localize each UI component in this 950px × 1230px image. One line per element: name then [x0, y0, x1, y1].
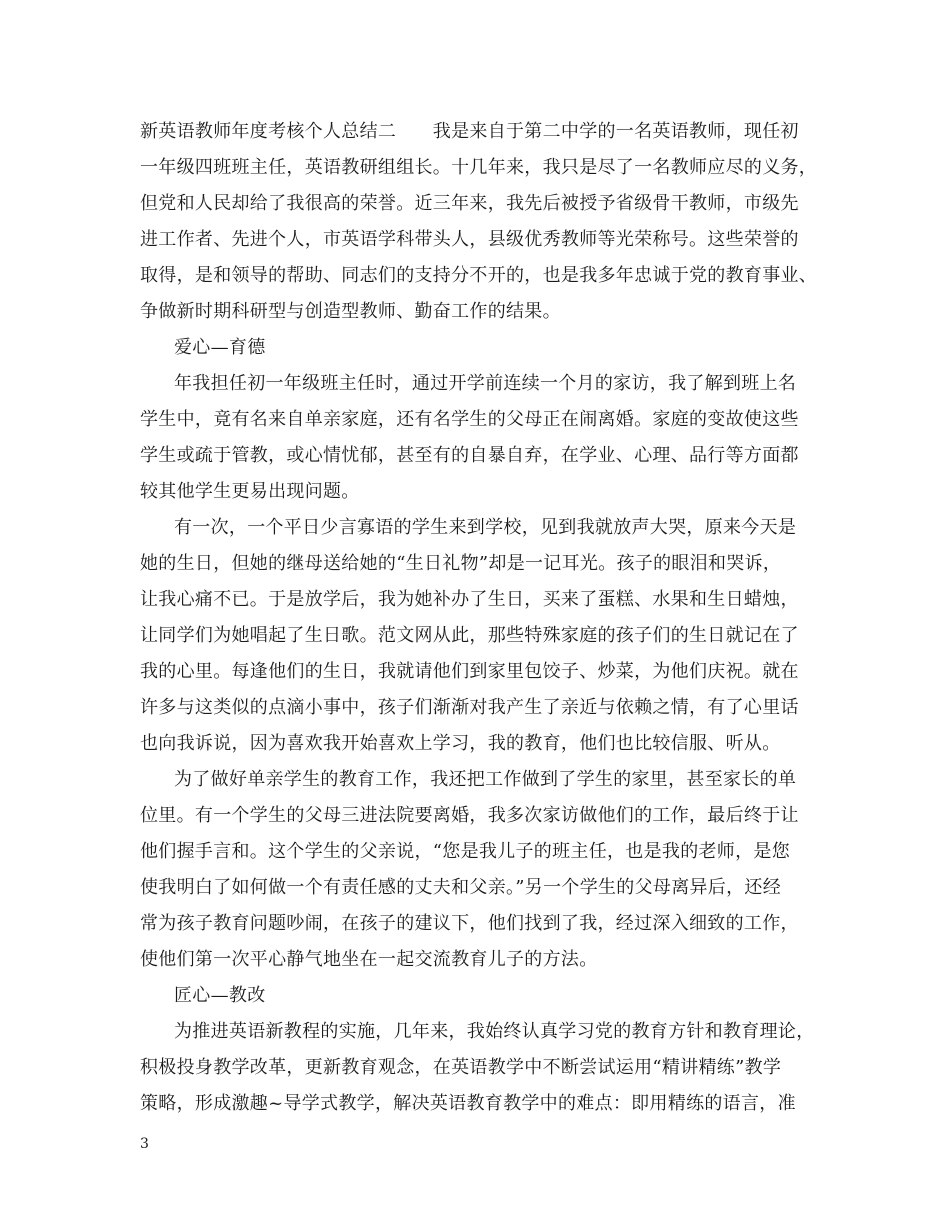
text-line: 让同学们为她唱起了生日歌。范文网从此，那些特殊家庭的孩子们的生日就记在了 — [140, 625, 799, 646]
text-line: 但党和人民却给了我很高的荣誉。近三年来，我先后被授予省级骨干教师，市级先 — [140, 193, 799, 214]
text-line: 他们握手言和。这个学生的父亲说，“您是我儿子的班主任，也是我的老师，是您 — [140, 841, 790, 862]
text-line: 较其他学生更易出现问题。 — [140, 481, 360, 502]
text-line: 学生或疏于管教，或心情忧郁，甚至有的自暴自弃，在学业、心理、品行等方面都 — [140, 445, 799, 466]
text-line: 使他们第一次平心静气地坐在一起交流教育儿子的方法。 — [140, 949, 598, 970]
text-line: 匠心—教改 — [174, 985, 266, 1006]
text-line: 我的心里。每逢他们的生日，我就请他们到家里包饺子、炒菜，为他们庆祝。就在 — [140, 661, 799, 682]
text-line: 她的生日，但她的继母送给她的“生日礼物”却是一记耳光。孩子的眼泪和哭诉， — [140, 553, 782, 574]
text-line: 有一次，一个平日少言寡语的学生来到学校，见到我就放声大哭，原来今天是 — [174, 517, 797, 538]
text-line: 也向我诉说，因为喜欢我开始喜欢上学习，我的教育，他们也比较信服、听从。 — [140, 733, 781, 754]
text-line: 为推进英语新教程的实施，几年来，我始终认真学习党的教育方针和教育理论， — [174, 1021, 815, 1042]
text-line: 让我心痛不已。于是放学后，我为她补办了生日，买来了蛋糕、水果和生日蜡烛， — [140, 589, 799, 610]
text-line: 年我担任初一年级班主任时，通过开学前连续一个月的家访，我了解到班上名 — [174, 373, 797, 394]
text-line: 积极投身教学改革，更新教育观念，在英语教学中不断尝试运用“精讲精练”教学 — [140, 1057, 782, 1078]
text-line: 许多与这类似的点滴小事中，孩子们渐渐对我产生了亲近与依赖之情，有了心里话 — [140, 697, 799, 718]
text-line: 一年级四班班主任，英语教研组组长。十几年来，我只是尽了一名教师应尽的义务， — [140, 157, 818, 178]
text-line: 常为孩子教育问题吵闹，在孩子的建议下，他们找到了我，经过深入细致的工作， — [140, 913, 799, 934]
text-line: 为了做好单亲学生的教育工作，我还把工作做到了学生的家里，甚至家长的单 — [174, 769, 797, 790]
text-line: 学生中，竟有名来自单亲家庭，还有名学生的父母正在闹离婚。家庭的变故使这些 — [140, 409, 799, 430]
text-line: 争做新时期科研型与创造型教师、勤奋工作的结果。 — [140, 301, 561, 322]
text-line: 进工作者、先进个人，市英语学科带头人，县级优秀教师等光荣称号。这些荣誉的 — [140, 229, 799, 250]
document-body — [140, 114, 830, 1122]
text-line: 取得，是和领导的帮助、同志们的支持分不开的，也是我多年忠诚于党的教育事业、 — [140, 265, 818, 286]
text-line: 策略，形成激趣~导学式教学，解决英语教育教学中的难点：即用精练的语言，准 — [140, 1093, 796, 1114]
text-line: 使我明白了如何做一个有责任感的丈夫和父亲。”另一个学生的父母离异后，还经 — [140, 877, 781, 898]
text-line: 新英语教师年度考核个人总结二 我是来自于第二中学的一名英语教师，现任初 — [140, 121, 799, 142]
text-line: 爱心—育德 — [174, 337, 266, 358]
page-number: 3 — [140, 1136, 149, 1152]
text-line: 位里。有一个学生的父母三进法院要离婚，我多次家访做他们的工作，最后终于让 — [140, 805, 799, 826]
